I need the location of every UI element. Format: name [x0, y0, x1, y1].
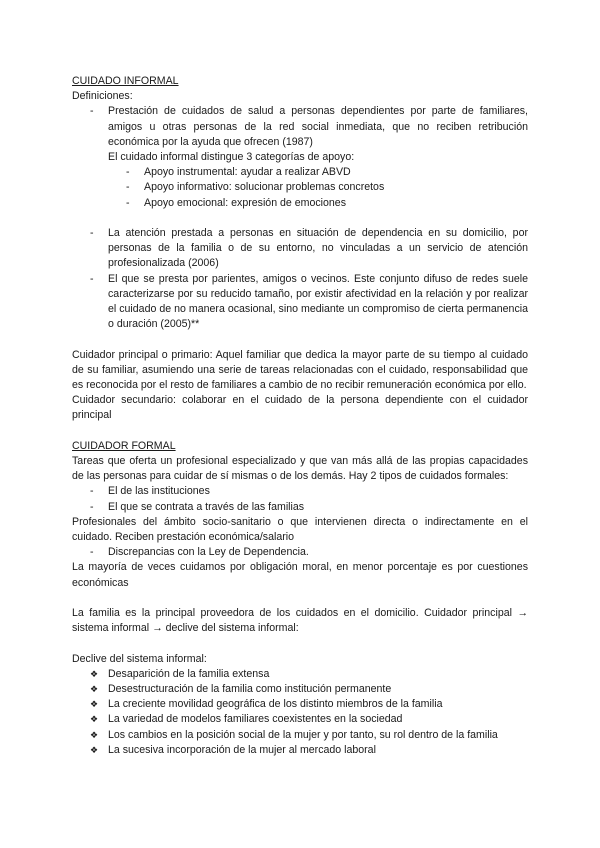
diamond-bullet-icon: ❖ — [90, 744, 99, 755]
list-item — [72, 728, 528, 743]
decline-list — [72, 667, 528, 758]
dash-bullet: - — [126, 196, 130, 209]
secondary-caregiver-paragraph: Cuidador secundario: colaborar en el cuidado de la persona dependiente con el cuidador principal — [72, 394, 528, 422]
diamond-bullet-icon: ❖ — [90, 668, 99, 679]
list-item — [72, 196, 528, 211]
definitions-label: Definiciones: — [72, 90, 133, 103]
definition-text: El que se presta por parientes, amigos o vecinos. Este conjunto difuso de redes suele caracterizarse por su reducido tamaño, por existir afectividad en la relación y por realizar el cuidado de no manera ocasional, sino mediante un compromiso de cierta permanencia o duración (2005)** — [108, 272, 528, 331]
list-item — [72, 697, 528, 712]
type-text: El que se contrata a través de las familias — [108, 500, 305, 513]
majority-paragraph: La mayoría de veces cuidamos por obligación moral, en menor porcentaje es por cuestiones económicas — [72, 561, 528, 589]
decline-text: Los cambios en la posición social de la mujer y por tanto, su rol dentro de la familia — [108, 728, 498, 741]
list-item — [72, 500, 528, 515]
document-page — [72, 74, 528, 758]
category-text: Apoyo instrumental: ayudar a realizar ABVD — [144, 166, 351, 179]
decline-text: La sucesiva incorporación de la mujer al mercado laboral — [108, 743, 376, 756]
discrepancies-list — [72, 545, 528, 560]
decline-text: Desestructuración de la familia como institución permanente — [108, 683, 392, 696]
diamond-bullet-icon: ❖ — [90, 714, 99, 725]
formal-intro-paragraph: Tareas que oferta un profesional especializado y que van más allá de las propias capacidades de las personas para cuidar de sí mismas o de los demás. Hay 2 tipos de cuidados formales: — [72, 455, 528, 483]
categories-list — [72, 165, 528, 211]
list-item — [72, 104, 528, 150]
dash-bullet: - — [90, 546, 94, 559]
list-item — [72, 484, 528, 499]
type-text: El de las instituciones — [108, 485, 210, 498]
formal-types-list — [72, 484, 528, 514]
definition-text: Prestación de cuidados de salud a personas dependientes por parte de familiares, amigos u otras personas de la red social inmediata, que no reciben retribución económica por la ayuda que ofrecen (1987) — [108, 105, 528, 148]
list-item — [72, 712, 528, 727]
decline-text: La variedad de modelos familiares coexistentes en la sociedad — [108, 713, 403, 726]
dash-bullet: - — [126, 166, 130, 179]
diamond-bullet-icon: ❖ — [90, 699, 99, 710]
list-item — [72, 667, 528, 682]
dash-bullet: - — [90, 272, 94, 285]
list-item — [72, 226, 528, 272]
section-title-formal: CUIDADOR FORMAL — [72, 439, 176, 452]
definitions-list — [72, 104, 528, 150]
list-item — [72, 743, 528, 758]
family-paragraph: La familia es la principal proveedora de los cuidados en el domicilio. Cuidador principal → sistema informal → declive del sistema informal: — [72, 607, 528, 635]
decline-text: Desaparición de la familia extensa — [108, 667, 270, 680]
category-text: Apoyo informativo: solucionar problemas concretos — [144, 181, 385, 194]
professionals-paragraph: Profesionales del ámbito socio-sanitario o que intervienen directa o indirectamente en el cuidado. Reciben prestación económica/salario — [72, 515, 528, 544]
primary-caregiver-paragraph: Cuidador principal o primario: Aquel familiar que dedica la mayor parte de su tiempo al cuidado de su familiar, asumiendo una serie de tareas relacionadas con el cuidado, responsabilidad que es reconocida por el resto de familiares a cambio de no recibir remuneración económica por ello. — [72, 348, 528, 392]
category-text: Apoyo emocional: expresión de emociones — [144, 196, 346, 209]
list-item — [72, 180, 528, 195]
diamond-bullet-icon: ❖ — [90, 729, 99, 740]
list-item — [72, 682, 528, 697]
definition-text: La atención prestada a personas en situación de dependencia en su domicilio, por personas de la familia o de su entorno, no vinculadas a un servicio de atención profesionalizada (2006) — [108, 227, 528, 270]
discrepancies-text: Discrepancias con la Ley de Dependencia. — [108, 546, 309, 559]
dash-bullet: - — [90, 485, 94, 498]
list-item — [72, 272, 528, 333]
dash-bullet: - — [126, 181, 130, 194]
dash-bullet: - — [90, 227, 94, 240]
decline-title: Declive del sistema informal: — [72, 652, 207, 665]
list-item — [72, 545, 528, 560]
section-title-informal: CUIDADO INFORMAL — [72, 75, 179, 87]
list-item — [72, 165, 528, 180]
diamond-bullet-icon: ❖ — [90, 684, 99, 695]
dash-bullet: - — [90, 105, 94, 118]
categories-intro: El cuidado informal distingue 3 categorías de apoyo: — [108, 151, 355, 164]
decline-text: La creciente movilidad geográfica de los distinto miembros de la familia — [108, 698, 443, 711]
definitions-list-2 — [72, 226, 528, 332]
dash-bullet: - — [90, 500, 94, 513]
